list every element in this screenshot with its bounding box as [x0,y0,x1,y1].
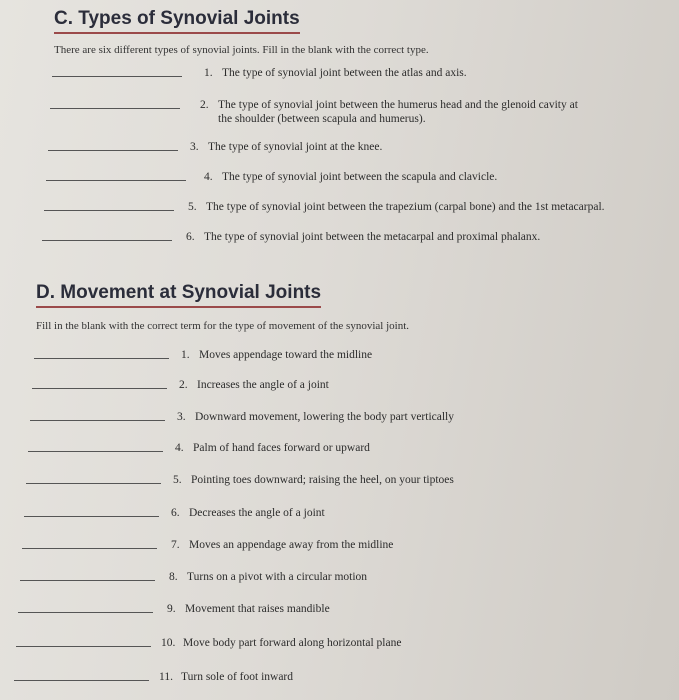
answer-blank[interactable] [32,388,167,389]
question-number: 1. [181,349,190,361]
question-number: 9. [167,603,176,615]
question-text: Moves an appendage away from the midline [189,539,394,551]
question-number: 7. [171,539,180,551]
section-d-question-1 [34,348,372,362]
answer-blank[interactable] [48,150,178,151]
question-text: Turns on a pivot with a circular motion [187,571,368,583]
question-text: Palm of hand faces forward or upward [193,442,370,454]
answer-blank[interactable] [20,580,155,581]
question-number: 4. [204,171,213,183]
question-text: The type of synovial joint between the trapezium (carpal bone) and the 1st metacarpal. [206,201,605,213]
answer-blank[interactable] [42,240,172,241]
section-c-question-6 [42,230,540,244]
section-c-question-4 [46,170,497,184]
section-d-question-3 [30,410,454,424]
question-text: Downward movement, lowering the body part vertically [195,411,454,423]
question-number: 1. [204,67,213,79]
section-d-instructions: Fill in the blank with the correct term for the type of movement of the synovial joint. [36,320,409,332]
answer-blank[interactable] [16,646,151,647]
question-number: 3. [190,141,199,153]
answer-blank[interactable] [22,548,157,549]
answer-blank[interactable] [14,680,149,681]
section-c-title [54,8,300,34]
question-number: 6. [171,507,180,519]
answer-blank[interactable] [44,210,174,211]
section-d-question-4 [28,441,370,455]
section-d-question-5 [26,473,454,487]
question-text: The type of synovial joint at the knee. [208,141,383,153]
question-text: Movement that raises mandible [185,603,330,615]
section-d-question-8 [20,570,367,584]
answer-blank[interactable] [46,180,186,181]
answer-blank[interactable] [24,516,159,517]
answer-blank[interactable] [28,451,163,452]
answer-blank[interactable] [18,612,153,613]
section-d-question-11 [14,670,293,684]
question-text: Pointing toes downward; raising the heel, on your tiptoes [191,474,454,486]
section-c-instructions: There are six different types of synovial joints. Fill in the blank with the correct type. [54,44,429,56]
section-d-question-2 [32,378,329,392]
question-number: 10. [161,637,176,649]
question-text: Turn sole of foot inward [181,671,294,683]
question-text: Increases the angle of a joint [197,379,329,391]
question-number: 11. [159,671,173,683]
section-c-underline [54,32,300,34]
question-number: 6. [186,231,195,243]
answer-blank[interactable] [34,358,169,359]
section-d-question-10 [16,636,401,650]
question-text: The type of synovial joint between the scapula and clavicle. [222,171,498,183]
question-text: Moves appendage toward the midline [199,349,373,361]
section-d-underline [36,306,321,308]
section-c-question-2 [50,98,578,126]
section-c-question-5 [44,200,605,214]
section-c-question-3 [48,140,382,154]
answer-blank[interactable] [30,420,165,421]
answer-blank[interactable] [52,76,182,77]
section-d-question-9 [18,602,330,616]
question-text: The type of synovial joint between the humerus head and the glenoid cavity at [218,99,578,111]
question-text: The type of synovial joint between the metacarpal and proximal phalanx. [204,231,541,243]
question-text: The type of synovial joint between the atlas and axis. [222,67,467,79]
question-number: 4. [175,442,184,454]
question-number: 3. [177,411,186,423]
section-d-question-6 [24,506,325,520]
section-d-title [36,282,321,308]
question-number: 5. [173,474,182,486]
section-c-question-1 [52,66,467,80]
question-text: Move body part forward along horizontal plane [183,637,402,649]
answer-blank[interactable] [50,108,180,109]
section-c-title-text: C. Types of Synovial Joints [54,8,300,29]
question-number: 2. [200,99,209,111]
section-d-title-text: D. Movement at Synovial Joints [36,282,322,303]
section-d-question-7 [22,538,393,552]
answer-blank[interactable] [26,483,161,484]
question-text-continued: the shoulder (between scapula and humerus). [218,113,426,125]
question-number: 5. [188,201,197,213]
question-number: 2. [179,379,188,391]
question-text: Decreases the angle of a joint [189,507,325,519]
question-number: 8. [169,571,178,583]
